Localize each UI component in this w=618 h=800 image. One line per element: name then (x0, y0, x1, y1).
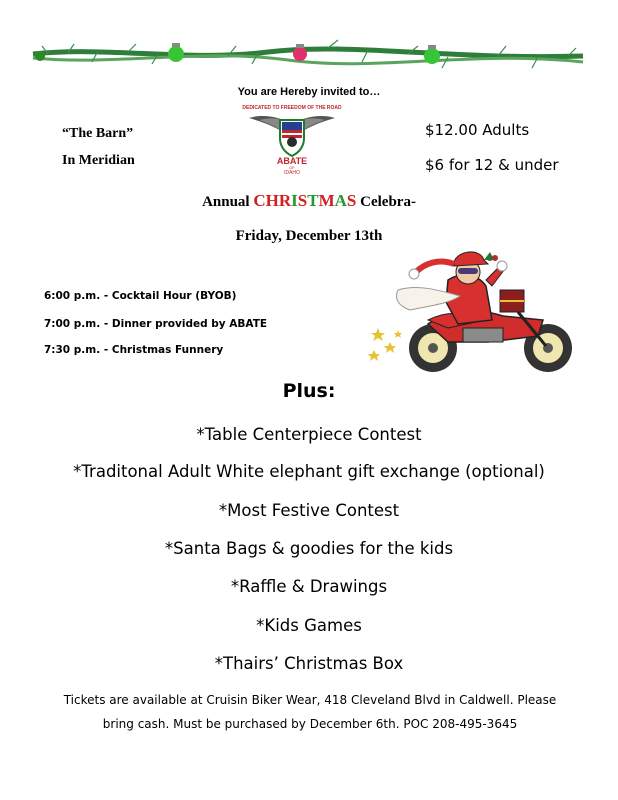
christmas-letter: T (307, 191, 319, 210)
title-suffix: Celebra- (356, 194, 416, 210)
event-title (0, 191, 618, 211)
abate-logo (242, 102, 342, 176)
ticket-info (30, 688, 590, 736)
christmas-letter: H (265, 191, 279, 210)
schedule-item: 6:00 p.m. - Cocktail Hour (BYOB) (44, 290, 237, 302)
ticket-info-line2: bring cash. Must be purchased by December 6th. POC 208-495-3645 (102, 717, 518, 731)
price-kids: $6 for 12 & under (425, 156, 559, 174)
logo-state: IDAHO (284, 170, 300, 176)
christmas-letter: C (253, 191, 266, 210)
ticket-info-line1: Tickets are available at Cruisin Biker Wear, 418 Cleveland Blvd in Caldwell. Please (63, 693, 557, 707)
christmas-letter: S (297, 191, 308, 210)
plus-item: *Kids Games (256, 616, 362, 635)
christmas-letter: M (318, 191, 335, 210)
venue-city: In Meridian (62, 153, 135, 168)
invitation-line: You are Hereby invited to… (237, 86, 381, 98)
santa-motorcycle-illustration (368, 250, 583, 380)
christmas-letter: R (278, 191, 292, 210)
price-adults: $12.00 Adults (425, 121, 530, 139)
sparkle-stars (368, 328, 402, 361)
christmas-letter: A (334, 191, 347, 210)
plus-item: *Most Festive Contest (218, 501, 400, 520)
christmas-letter: I (291, 191, 298, 210)
plus-item: *Traditonal Adult White elephant gift exchange (optional) (73, 462, 545, 481)
christmas-letter: S (346, 191, 357, 210)
plus-heading: Plus: (282, 380, 336, 402)
logo-tagline: DEDICATED TO FREEDOM OF THE ROAD (242, 105, 342, 111)
logo-of: OF (289, 165, 295, 170)
christmas-garland-decoration (28, 32, 588, 80)
title-christmas-word (253, 191, 356, 210)
event-date: Friday, December 13th (235, 228, 383, 244)
plus-item: *Raffle & Drawings (230, 577, 388, 596)
plus-item: *Table Centerpiece Contest (196, 425, 422, 444)
schedule-item: 7:30 p.m. - Christmas Funnery (44, 344, 224, 356)
plus-item: *Thairs’ Christmas Box (214, 654, 404, 673)
title-prefix: Annual (202, 194, 254, 210)
plus-item: *Santa Bags & goodies for the kids (164, 539, 454, 558)
logo-name: ABATE (276, 156, 308, 166)
schedule-item: 7:00 p.m. - Dinner provided by ABATE (44, 318, 268, 330)
venue-name: “The Barn” (62, 126, 134, 141)
